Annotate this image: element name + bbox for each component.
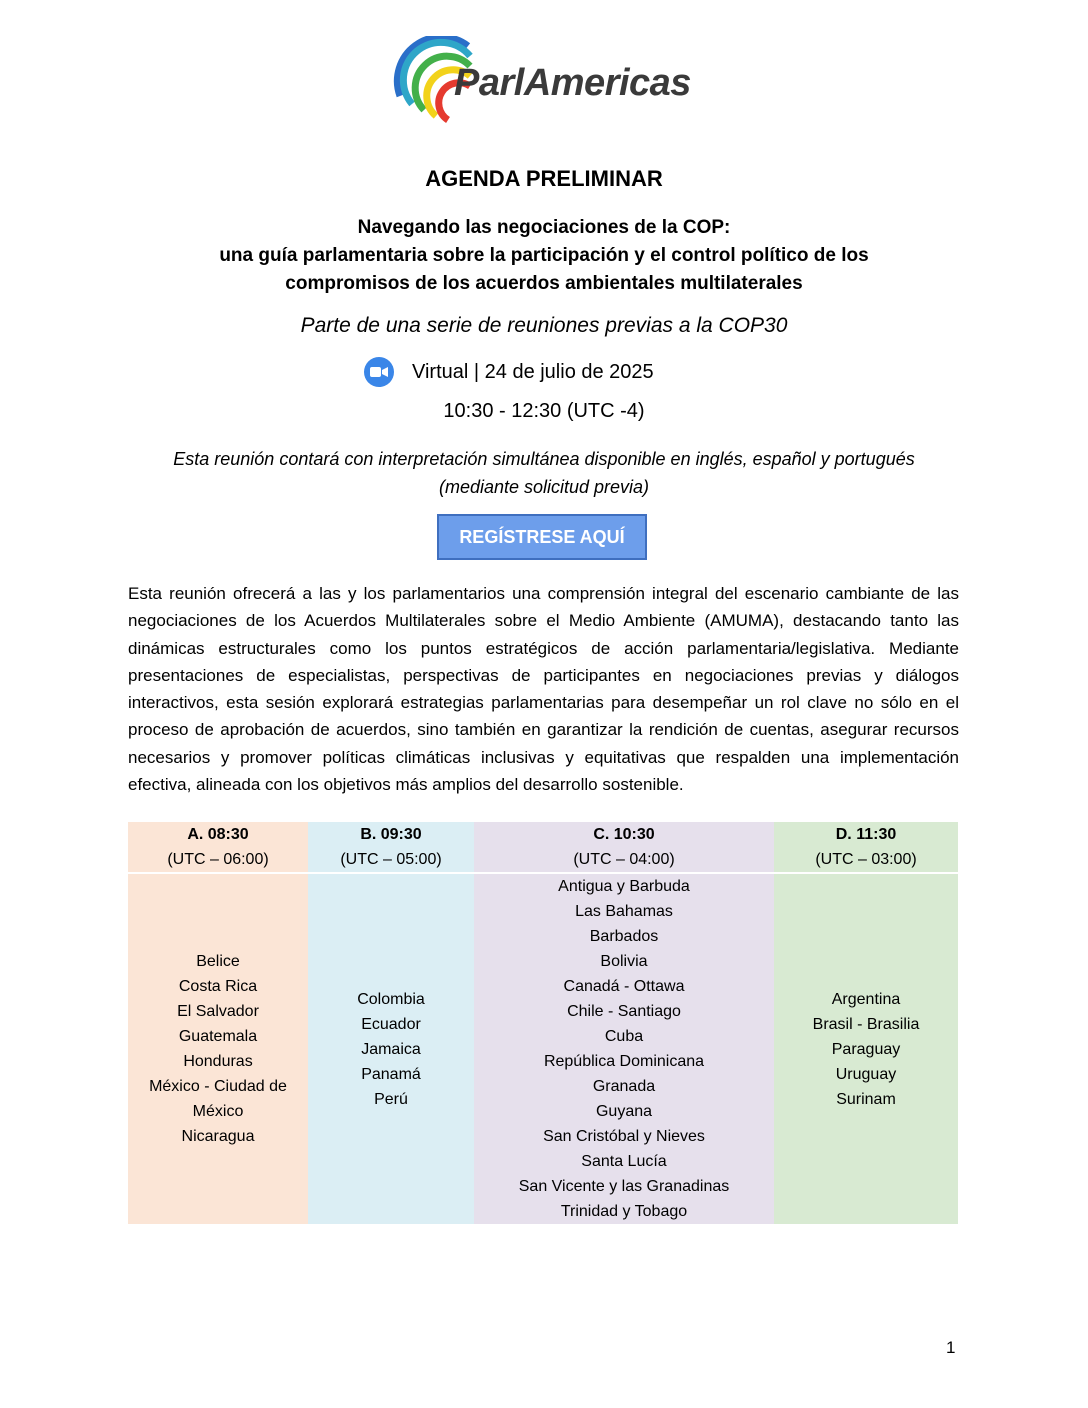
meeting-location-row [364, 356, 654, 388]
video-camera-icon [364, 357, 394, 387]
country-item: Chile - Santiago [567, 1003, 681, 1020]
country-item: Paraguay [831, 1040, 901, 1058]
country-item: Belice [196, 953, 240, 970]
country-item: El Salvador [177, 1003, 259, 1020]
timezone-label: D. 11:30 [835, 826, 897, 843]
country-item: Jamaica [361, 1040, 421, 1058]
country-item: San Vicente y las Granadinas [518, 1178, 730, 1195]
subtitle-line: compromisos de los acuerdos ambientales multilaterales [285, 273, 803, 294]
country-item: Guyana [595, 1103, 653, 1120]
country-item: Barbados [589, 928, 659, 945]
country-item: Surinam [836, 1090, 896, 1108]
description-paragraph: Esta reunión ofrecerá a las y los parlamentarios una comprensión integral del escenario cambiante de las negociaciones de los Acuerdos Multilaterales sobre el Medio Ambiente (AMUMA), destacando tanto las dinámicas estructurales como los puntos estratégicos de acción parlamentaria/legislativa. Mediante presentaciones de especialistas, perspectivas de participantes en negociaciones previas y diálogos interactivos, esta sesión explorará estrategias parlamentarias para desempeñar un rol clave no sólo en el proceso de aprobación de acuerdos, sino también en garantizar la rendición de cuentas, asegurar recursos necesarios y promover políticas climáticas inclusivas y equitativas que respalden una implementación efectiva, alineada con los objetivos más amplios del desarrollo sostenible. [128, 584, 959, 795]
series-note: Parte de una serie de reuniones previas a la COP30 [300, 314, 788, 337]
event-subtitle [0, 214, 1088, 298]
country-item: Panamá [361, 1065, 421, 1083]
interpretation-note [0, 445, 1088, 501]
utc-offset: (UTC – 04:00) [573, 851, 675, 868]
timezone-label: B. 09:30 [360, 826, 422, 843]
timezone-header-b [308, 822, 474, 873]
country-list-a [128, 873, 308, 1224]
timezone-label: A. 08:30 [187, 826, 249, 843]
country-item: Canadá - Ottawa [563, 978, 685, 995]
country-item: Ecuador [361, 1015, 421, 1033]
timezone-label: C. 10:30 [593, 826, 655, 843]
timezone-header-c [474, 822, 774, 873]
country-item: Argentina [831, 990, 901, 1008]
country-item: San Cristóbal y Nieves [543, 1128, 705, 1145]
meeting-time: 10:30 - 12:30 (UTC -4) [443, 400, 645, 422]
country-item: Perú [374, 1090, 408, 1108]
utc-offset: (UTC – 06:00) [167, 851, 269, 868]
interpretation-line: Esta reunión contará con interpretación simultánea disponible en inglés, español y portugués [173, 449, 915, 469]
country-item: Costa Rica [178, 978, 258, 995]
country-item: Santa Lucía [581, 1153, 667, 1170]
country-item: Antigua y Barbuda [558, 878, 690, 895]
table-body-row [128, 873, 958, 1224]
country-item: Cuba [604, 1028, 644, 1045]
country-item: Trinidad y Tobago [560, 1203, 688, 1220]
table-header-row [128, 822, 958, 873]
country-item: Guatemala [178, 1028, 258, 1045]
country-item: México - Ciudad de [149, 1078, 287, 1095]
page-number: 1 [946, 1338, 956, 1357]
timezone-table [128, 822, 958, 1224]
timezone-header-a [128, 822, 308, 873]
register-button[interactable]: REGÍSTRESE AQUÍ [437, 514, 647, 560]
subtitle-line: una guía parlamentaria sobre la participación y el control político de los [219, 245, 869, 266]
country-list-c [474, 873, 774, 1224]
country-item: Granada [592, 1078, 656, 1095]
timezone-header-d [774, 822, 958, 873]
country-item: Colombia [357, 990, 425, 1008]
country-item: República Dominicana [543, 1053, 705, 1070]
country-item: Honduras [183, 1053, 253, 1070]
country-list-b [308, 873, 474, 1224]
country-item: Uruguay [835, 1065, 897, 1083]
country-list-d [774, 873, 958, 1224]
meeting-date: Virtual | 24 de julio de 2025 [412, 360, 654, 383]
country-item: Nicaragua [181, 1128, 255, 1145]
country-item: Las Bahamas [575, 903, 673, 920]
country-item: México [192, 1103, 244, 1120]
page-title: AGENDA PRELIMINAR [425, 166, 663, 191]
country-item: Brasil - Brasilia [812, 1015, 920, 1033]
parlamericas-logo [386, 36, 706, 132]
subtitle-line: Navegando las negociaciones de la COP: [357, 217, 731, 238]
utc-offset: (UTC – 05:00) [340, 851, 442, 868]
logo-text: ParlAmericas [454, 62, 691, 104]
country-item: Bolivia [600, 953, 648, 970]
utc-offset: (UTC – 03:00) [815, 851, 917, 868]
interpretation-line: (mediante solicitud previa) [438, 477, 650, 497]
